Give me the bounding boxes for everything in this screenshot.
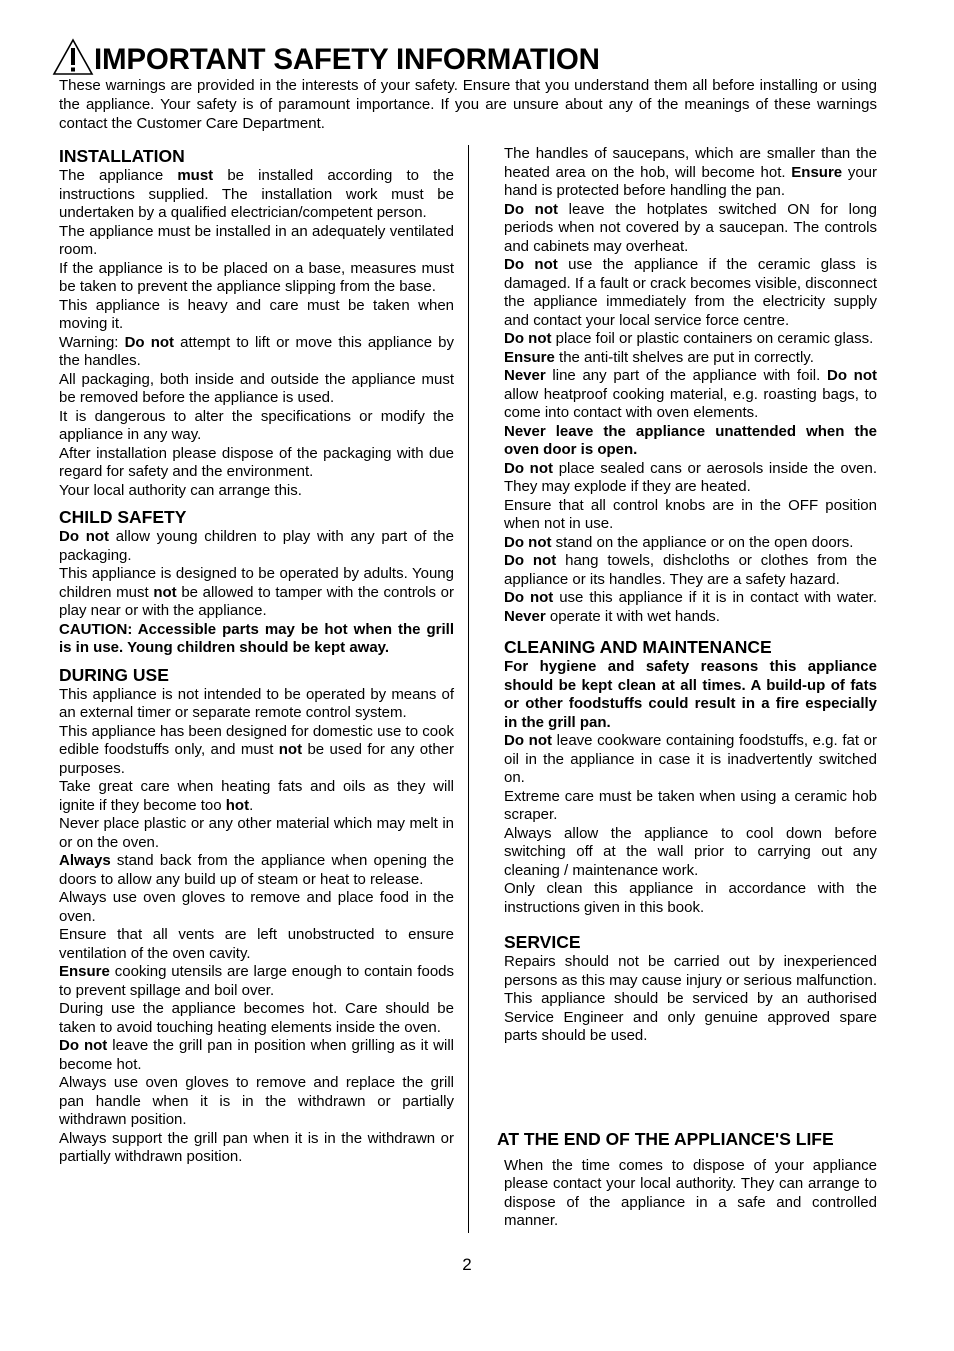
text: This appliance has been designed for domestic use to cook edible foodstuffs only, and must — [59, 722, 454, 758]
text: leave cookware containing foodstuffs, e.g. fat or oil in the appliance in case it is inadvertently switched on. — [504, 732, 878, 786]
right-p8 — [504, 460, 877, 497]
during-use-p7: Ensure that all vents are left unobstructed to ensure ventilation of the oven cavity. — [59, 926, 454, 962]
text: place sealed cans or aerosols inside the oven. They may explode if they are heated. — [504, 459, 878, 495]
bold-text: Do not — [124, 333, 175, 351]
bold-text: Do not — [504, 459, 554, 477]
during-use-p8 — [59, 963, 454, 1000]
installation-p2: The appliance must be installed in an adequately ventilated room. — [59, 222, 454, 258]
bold-text: Do not — [59, 528, 110, 545]
during-use-p1: This appliance is not intended to be operated by means of an external timer or separate remote control system. — [59, 685, 454, 721]
right-p12 — [504, 589, 877, 626]
right-p9: Ensure that all control knobs are in the OFF position when not in use. — [504, 496, 877, 532]
text: your hand is protected before handling the pan. — [504, 163, 877, 199]
cleaning-p5: Only clean this appliance in accordance with the instructions given in this book. — [504, 880, 877, 916]
bold-text: Do not — [504, 589, 554, 606]
child-safety-p2 — [59, 565, 454, 621]
text: use this appliance if it is in contact with water. — [553, 589, 878, 606]
bold-text: Never — [504, 367, 546, 384]
service-heading: SERVICE — [504, 932, 581, 952]
intro-paragraph: These warnings are provided in the interests of your safety. Ensure that you understand them all before installing or using the appliance. Your safety is of paramount importance. If you are unsure about any of the meanings of these warnings contact the Customer Care Department. — [59, 77, 877, 132]
cleaning-p2 — [504, 732, 877, 788]
installation-p1 — [59, 167, 454, 223]
child-safety-caution — [59, 621, 454, 658]
right-p3 — [504, 256, 877, 330]
text: stand on the appliance or on the open doors. — [551, 533, 854, 551]
text: line any part of the appliance with foil. — [545, 367, 827, 384]
during-use-p3 — [59, 778, 454, 815]
during-use-p12: Always support the grill pan when it is in the withdrawn or partially withdrawn position. — [59, 1129, 454, 1165]
bold-text: CAUTION: Accessible parts may be hot when the grill is in use. Young children should be kept away. — [59, 620, 454, 656]
bold-text: Ensure — [59, 963, 110, 980]
left-column — [59, 145, 454, 1167]
bold-text: Ensure — [504, 348, 555, 366]
right-p5 — [504, 349, 877, 368]
end-of-life-p1: When the time comes to dispose of your appliance please contact your local authority. They can arrange to dispose of the appliance in a safe and controlled manner. — [504, 1157, 877, 1229]
child-safety-heading: CHILD SAFETY — [59, 507, 187, 527]
text: attempt to lift or move this appliance by the handles. — [59, 333, 455, 369]
during-use-heading: DURING USE — [59, 664, 169, 685]
during-use-p11: Always use oven gloves to remove and replace the grill pan handle when it is in the withdrawn or partially withdrawn position. — [59, 1074, 454, 1128]
bold-text: Always — [59, 852, 111, 869]
cleaning-heading: CLEANING AND MAINTENANCE — [504, 637, 772, 657]
text: operate it with wet hands. — [545, 607, 720, 625]
installation-p8: After installation please dispose of the packaging with due regard for safety and the environment. — [59, 444, 454, 480]
right-column — [504, 145, 877, 1046]
child-safety-p1 — [59, 528, 454, 565]
text: leave the grill pan in position when grilling as it will become hot. — [59, 1037, 454, 1073]
title-row — [52, 34, 600, 76]
text: Take great care when heating fats and oils as they will ignite if they become too — [59, 778, 454, 814]
text: . — [249, 796, 254, 814]
text: be installed according to the instructions supplied. The installation work must be undertaken by a qualified electrician/competent person. — [59, 167, 454, 221]
bold-text: Do not — [504, 330, 552, 347]
text: hang towels, dishcloths or clothes from the appliance or its handles. They are a safety hazard. — [504, 552, 877, 588]
text: cooking utensils are large enough to contain foods to prevent spillage and boil over. — [59, 963, 454, 999]
bold-text: For hygiene and safety reasons this appliance should be kept clean at all times. A build-up of fats or other foodstuffs could result in a fire especially in the grill pan. — [504, 658, 877, 731]
text: stand back from the appliance when opening the doors to allow any build up of steam or heat to release. — [59, 852, 454, 888]
installation-p9: Your local authority can arrange this. — [59, 481, 302, 499]
text: use the appliance if the ceramic glass is damaged. If a fault or crack becomes visible, disconnect the appliance immediately from the electricity supply and contact your local service force centre. — [504, 256, 877, 329]
bold-text: Do not — [504, 732, 552, 749]
right-p6 — [504, 367, 877, 423]
end-of-life-heading: AT THE END OF THE APPLIANCE'S LIFE — [497, 1129, 834, 1149]
bold-text: Do not — [504, 552, 557, 569]
service-p1: Repairs should not be carried out by inexperienced persons as this may cause injury or serious malfunction. This appliance should be serviced by an authorised Service Engineer and only genuine approved spare parts should be used. — [504, 953, 877, 1044]
right-p10 — [504, 534, 877, 553]
text: This appliance is designed to be operated by adults. Young children must — [59, 565, 454, 601]
column-divider — [468, 145, 469, 1233]
cleaning-p3: Extreme care must be taken when using a ceramic hob scraper. — [504, 787, 877, 823]
bold-text: not — [278, 741, 303, 758]
during-use-p6: Always use oven gloves to remove and place food in the oven. — [59, 889, 454, 925]
installation-heading: INSTALLATION — [59, 146, 185, 166]
text: Warning: — [59, 333, 125, 351]
text: be used for any other purposes. — [59, 741, 454, 777]
bold-text: hot — [225, 796, 250, 814]
bold-text: not — [153, 583, 177, 601]
text: The appliance — [59, 167, 178, 184]
text: be allowed to tamper with the controls or play near or with the appliance. — [59, 583, 454, 619]
text: place foil or plastic containers on ceramic glass. — [551, 330, 874, 347]
installation-p5 — [59, 334, 454, 371]
during-use-p9: During use the appliance becomes hot. Care should be taken to avoid touching heating elements inside the oven. — [59, 1000, 454, 1036]
right-p2 — [504, 201, 877, 257]
text: the anti-tilt shelves are put in correctly. — [554, 348, 814, 366]
right-p11 — [504, 552, 877, 589]
installation-p4: This appliance is heavy and care must be taken when moving it. — [59, 296, 454, 332]
warning-triangle-icon — [52, 38, 94, 76]
during-use-p4: Never place plastic or any other material which may melt in or on the oven. — [59, 815, 454, 851]
bold-text: Do not — [504, 200, 558, 218]
bold-text: Never leave the appliance unattended when the oven door is open. — [504, 422, 877, 458]
right-p4 — [504, 330, 877, 349]
bold-text: must — [177, 167, 214, 184]
text: The handles of saucepans, which are smaller than the heated area on the hob, will become hot. — [504, 145, 877, 181]
during-use-p10 — [59, 1037, 454, 1074]
installation-p6: All packaging, both inside and outside the appliance must be removed before the appliance is used. — [59, 370, 454, 406]
text: leave the hotplates switched ON for long periods when not covered by a saucepan. The controls and cabinets may overheat. — [504, 200, 877, 255]
right-p1 — [504, 145, 877, 201]
installation-p3: If the appliance is to be placed on a base, measures must be taken to prevent the appliance slipping from the base. — [59, 259, 454, 295]
cleaning-p1 — [504, 658, 877, 732]
installation-p7: It is dangerous to alter the specifications or modify the appliance in any way. — [59, 407, 454, 443]
text: allow heatproof cooking material, e.g. roasting bags, to come into contact with oven elements. — [504, 385, 877, 421]
cleaning-p4: Always allow the appliance to cool down before switching off at the wall prior to carrying out any cleaning / maintenance work. — [504, 824, 877, 879]
during-use-p2 — [59, 723, 454, 779]
page-title: IMPORTANT SAFETY INFORMATION — [94, 43, 600, 76]
bold-text: Do not — [59, 1037, 108, 1054]
bold-text: Do not — [504, 256, 558, 273]
during-use-p5 — [59, 852, 454, 889]
bold-text: Never — [504, 607, 546, 625]
text: allow young children to play with any part of the packaging. — [59, 528, 454, 564]
right-p7 — [504, 423, 877, 460]
bold-text: Do not — [826, 367, 877, 384]
bold-text: Ensure — [791, 163, 843, 181]
page-number: 2 — [462, 1255, 472, 1274]
bold-text: Do not — [504, 533, 552, 551]
